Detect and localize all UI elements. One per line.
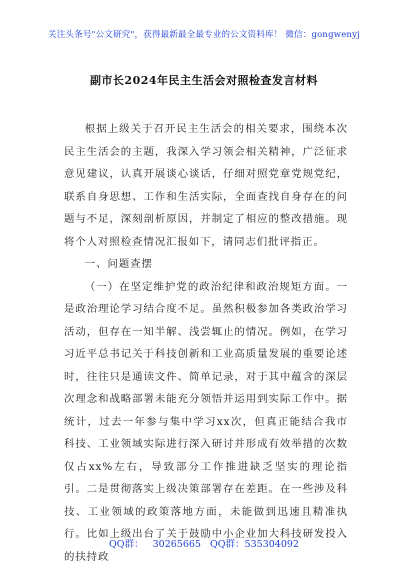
document-title: 副市长2024年民主生活会对照检查发言材料 — [89, 74, 319, 87]
footer-qq-groups: QQ群： 30265665 QQ群：535304092 — [109, 539, 299, 550]
section-heading: 一、问题查摆 — [84, 258, 153, 270]
intro-paragraph: 根据上级关于召开民主生活会的相关要求，围绕本次民主生活会的主题，我深入学习领会相关精神，广泛征求意见建议，认真开展谈心谈话，仔细对照党章党规党纪，联系自身思想、工作和生活实际，全面查找自身存在的问题与不足，深刻剖析原因，并制定了相应的整改措施。现将个人对照检查情况汇报如下，请同志们批评指正。 — [64, 123, 348, 248]
section-paragraph: （一）在坚定维护党的政治纪律和政治规矩方面。一是政治理论学习结合度不足。虽然积极参加各类政治学习活动，但存在一知半解、浅尝辄止的情况。例如，在学习习近平总书记关于科技创新和工业高质量发展的重要论述时，往往只是通读文件、简单记录，对于其中蕴含的深层次理念和战略部署未能充分领悟并运用到实际工作中。据统计，过去一年参与集中学习xx次，但真正能结合我市科技、工业领域实际进行深入研讨并形成有效举措的次数仅占xx%左右，导致部分工作推进缺乏坚实的理论指引。二是贯彻落实上级决策部署存在差距。在一些涉及科技、工业领域的政策落地方面，未能做到迅速且精准执行。比如上级出台了关于鼓励中小企业加大科技研发投入的扶持政 — [64, 280, 348, 563]
header-promo-note: 关注头条号"公文研究"，获得最新最全最专业的公文资料库！ 微信：gongwenyj — [48, 30, 360, 40]
document-body — [64, 118, 348, 568]
